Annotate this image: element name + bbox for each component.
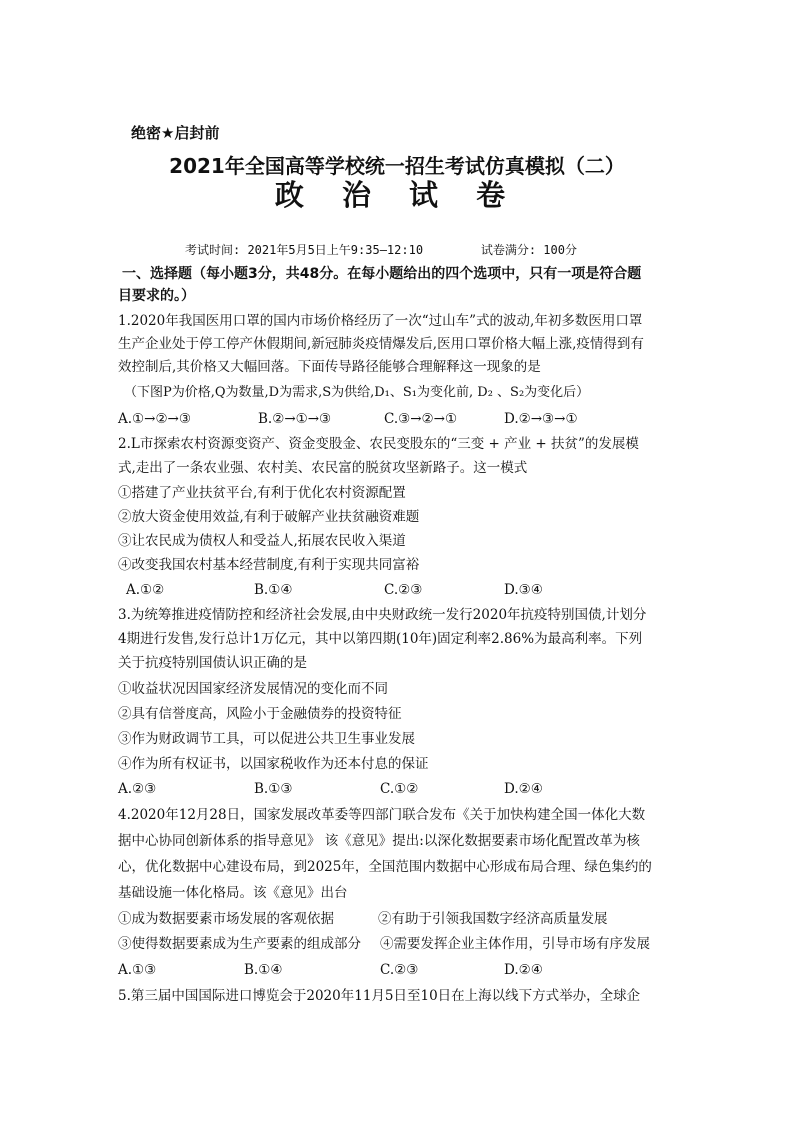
q1-line-2: 生产企业处于停工停产休假期间,新冠肺炎疫情爆发后,医用口罩价格大幅上涨,疫情得到有 [118, 336, 644, 352]
q3-choice-4: ④作为所有权证书，以国家税收作为还本付息的保证 [118, 756, 429, 772]
section-heading-line-2: 目要求的。） [118, 288, 195, 304]
q3-choice-3: ③作为财政调节工具，可以促进公共卫生事业发展 [118, 731, 415, 747]
confidential-label: 绝密★启封前 [131, 124, 220, 142]
q3-option-b: B.①③ [254, 781, 293, 797]
q4-option-c: C.②③ [380, 962, 419, 978]
q2-line-2: 式,走出了一条农业强、农村美、农民富的脱贫攻坚新路子。这一模式 [118, 460, 528, 476]
q3-option-a: A.②③ [118, 781, 157, 797]
q2-option-a: A.①② [126, 582, 165, 598]
exam-info: 考试时间: 2021年5月5日上午9:35—12:10 试卷满分: 100分 [185, 243, 577, 257]
q5-line-1: 5.第三届中国国际进口博览会于2020年11月5日至10日在上海以线下方式举办，全球企 [118, 988, 641, 1004]
q4-option-a: A.①③ [118, 962, 157, 978]
q4-choices-row-2 [118, 934, 698, 954]
q4-choices-row-1 [118, 909, 698, 929]
exam-title: 2021年全国高等学校统一招生考试仿真模拟（二） [169, 154, 625, 178]
q4-options [118, 960, 698, 980]
q4-line-1: 4.2020年12月28日，国家发展改革委等四部门联合发布《关于加快构建全国一体化大数 [118, 807, 646, 823]
section-heading [118, 263, 690, 307]
q4-line-3: 心，优化数据中心建设布局，到2025年，全国范围内数据中心形成布局合理、绿色集约的 [118, 859, 652, 875]
q4-option-d: D.②④ [504, 962, 543, 978]
q2-choice-4: ④改变我国农村基本经营制度,有利于实现共同富裕 [118, 557, 420, 573]
q1-line-1: 1.2020年我国医用口罩的国内市场价格经历了一次“过山车”式的波动,年初多数医用口罩 [118, 313, 643, 329]
q1-option-c: C.③→②→① [384, 411, 458, 427]
q3-options [118, 779, 698, 799]
q2-choice-2: ②放大资金使用效益,有利于破解产业扶贫融资难题 [118, 509, 420, 525]
q3-line-2: 4期进行发售,发行总计1万亿元，其中以第四期(10年)固定利率2.86%为最高利率。下列 [118, 631, 643, 647]
q1-option-d: D.②→③→① [504, 411, 578, 427]
q2-options [118, 580, 698, 600]
q1-note: （下图P为价格,Q为数量,D为需求,S为供给,D₁、S₁为变化前, D₂ 、S₂为变化后） [124, 385, 590, 400]
q1-option-b: B.②→①→③ [258, 411, 332, 427]
q1-line-3: 效控制后,其价格又大幅回落。下面传导路径能够合理解释这一现象的是 [118, 359, 541, 375]
q3-choice-2: ②具有信誉度高，风险小于金融债券的投资特征 [118, 706, 402, 722]
q2-option-c: C.②③ [384, 582, 423, 598]
q2-option-d: D.③④ [504, 582, 543, 598]
q3-option-c: C.①② [380, 781, 419, 797]
q4-choice-2: ②有助于引领我国数字经济高质量发展 [378, 911, 608, 927]
q1-option-a: A.①→②→③ [118, 411, 191, 427]
q3-line-1: 3.为统筹推进疫情防控和经济社会发展,由中央财政统一发行2020年抗疫特别国债,计划分 [118, 607, 647, 623]
q2-option-b: B.①④ [254, 582, 293, 598]
q4-choice-3: ③使得数据要素成为生产要素的组成部分 [118, 936, 361, 952]
section-heading-line-1: 一、选择题（每小题3分，共48分。在每小题给出的四个选项中，只有一项是符合题 [122, 266, 642, 282]
q4-choice-4: ④需要发挥企业主体作用，引导市场有序发展 [380, 936, 650, 952]
q2-line-1: 2.L市探索农村资源变资产、资金变股金、农民变股东的“三变 + 产业 + 扶贫”的发展模 [118, 436, 639, 452]
q3-choice-1: ①收益状况因国家经济发展情况的变化而不同 [118, 681, 388, 697]
q4-line-4: 基础设施一体化格局。该《意见》出台 [118, 885, 348, 901]
q1-options [118, 409, 698, 429]
q4-line-2: 据中心协同创新体系的指导意见》 该《意见》提出:以深化数据要素市场化配置改革为核 [118, 833, 640, 849]
q4-choice-1: ①成为数据要素市场发展的客观依据 [118, 911, 334, 927]
q2-choice-3: ③让农民成为债权人和受益人,拓展农民收入渠道 [118, 533, 406, 549]
q3-line-3: 关于抗疫特别国债认识正确的是 [118, 655, 307, 671]
subject-title: 政 治 试 卷 [274, 178, 520, 212]
q4-option-b: B.①④ [244, 962, 283, 978]
q2-choice-1: ①搭建了产业扶贫平台,有利于优化农村资源配置 [118, 485, 406, 501]
q3-option-d: D.②④ [504, 781, 543, 797]
